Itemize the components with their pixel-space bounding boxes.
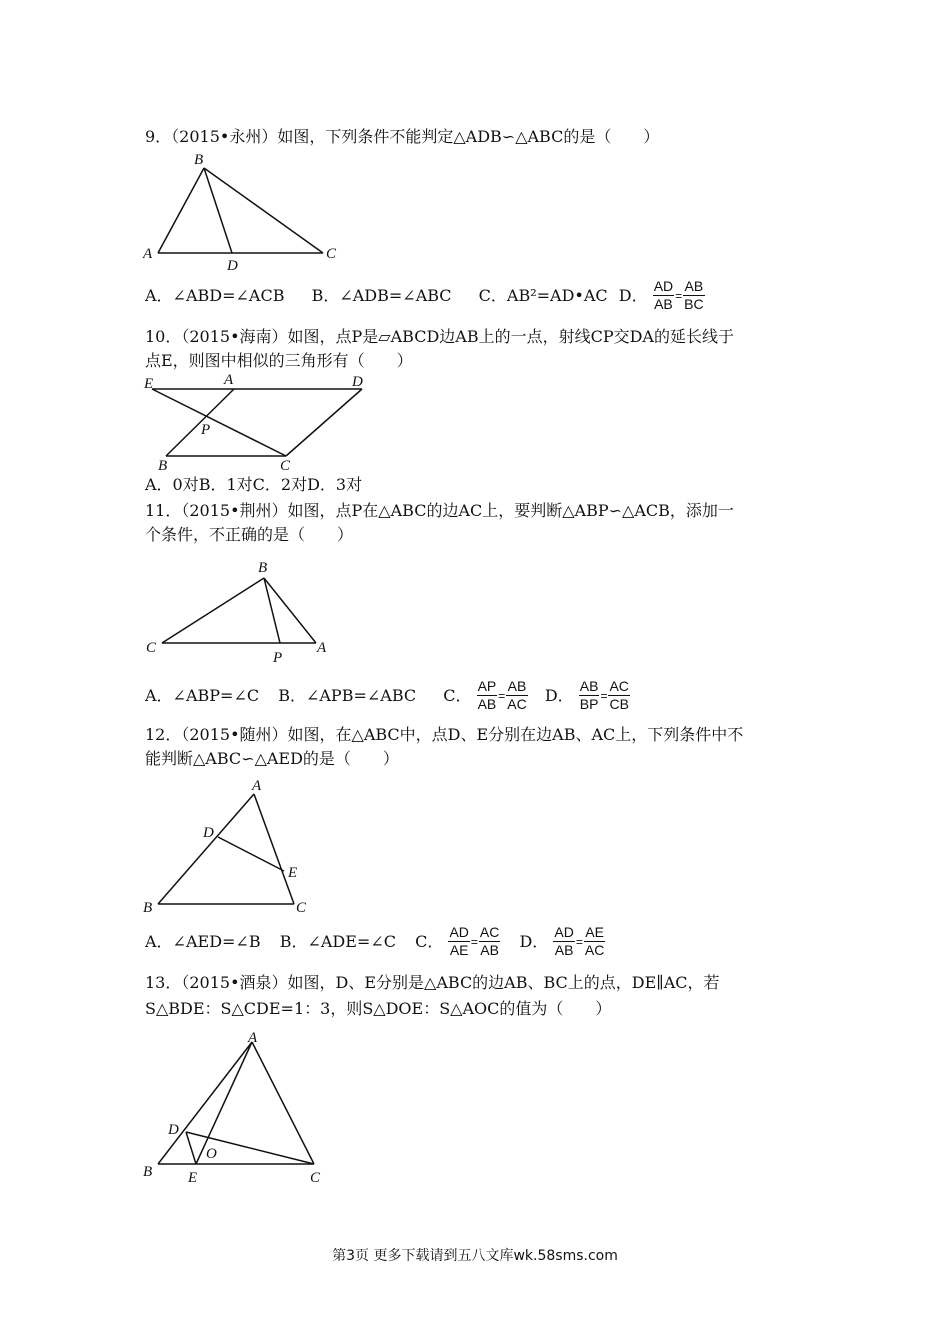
option-a: A．∠ABD=∠ACB	[145, 285, 285, 305]
label-a: A	[143, 246, 153, 262]
label-b: B	[158, 458, 168, 472]
option-c: C．AB²=AD•AC	[478, 285, 608, 305]
option-d-prefix: D．	[519, 931, 549, 951]
option-b: B．∠ADE=∠C	[279, 931, 396, 951]
fraction: $\frac{AP}{AB}$	[477, 678, 497, 712]
question-9-stem: 9．（2015•永州）如图，下列条件不能判定△ADB∽△ABC的是（ ）	[145, 127, 660, 146]
question-11-stem-line1: 11．（2015•荆州）如图，点P在△ABC的边AC上，要判断△ABP∽△ACB，添加一	[145, 501, 734, 520]
fraction: $\frac{AC}{AB}$	[479, 924, 500, 958]
fraction: $\frac{AD}{AB}$	[653, 278, 674, 312]
fraction: $\frac{AE}{AC}$	[584, 924, 605, 958]
label-e: E	[288, 865, 298, 881]
question-10-stem-line1: 10．（2015•海南）如图，点P是▱ABCD边AB上的一点，射线CP交DA的延长线于	[145, 327, 734, 346]
label-b: B	[143, 1164, 153, 1180]
label-a: A	[248, 1030, 258, 1046]
question-10-stem-line2: 点E，则图中相似的三角形有（ ）	[145, 351, 413, 370]
question-9-options: A．∠ABD=∠ACB B．∠ADB=∠ABC C．AB²=AD•AC D． $\frac{AD}{AB}$ = $\frac{AB}{BC}$	[145, 278, 704, 312]
label-d: D	[168, 1122, 179, 1138]
label-c: C	[296, 900, 307, 916]
label-c: C	[146, 640, 157, 656]
label-c: C	[280, 458, 291, 472]
question-11-stem-line2: 个条件，不正确的是（ ）	[145, 525, 354, 544]
question-11-figure	[140, 556, 340, 668]
label-d: D	[227, 258, 238, 273]
question-12-options: A．∠AED=∠B B．∠ADE=∠C C． $\frac{AD}{AE}$ = $\frac{AC}{AB}$ D． $\frac{AD}{AB}$ = $\frac{AE}{AC}$	[145, 924, 605, 958]
option-d-prefix: D．	[544, 685, 574, 705]
label-c: C	[310, 1170, 321, 1186]
label-o: O	[206, 1146, 217, 1162]
label-a: A	[317, 640, 327, 656]
fraction: $\frac{AB}{BP}$	[579, 678, 599, 712]
question-10-options: A．0对B．1对C．2对D．3对	[145, 475, 363, 494]
label-d: D	[203, 825, 214, 841]
fraction: $\frac{AD}{AE}$	[449, 924, 469, 958]
label-a: A	[224, 372, 234, 388]
option-d-prefix: D．	[618, 285, 648, 305]
option-b: B．∠ADB=∠ABC	[311, 285, 452, 305]
label-c: C	[326, 246, 337, 262]
question-11-options: A．∠ABP=∠C B．∠APB=∠ABC C． $\frac{AP}{AB}$ = $\frac{AB}{AC}$ D． $\frac{AB}{BP}$ = $\frac{AC}{CB}$	[145, 678, 629, 712]
fraction: $\frac{AB}{BC}$	[684, 278, 704, 312]
question-9-figure	[140, 148, 350, 273]
label-e: E	[188, 1170, 198, 1186]
fraction: $\frac{AD}{AB}$	[554, 924, 574, 958]
label-p: P	[201, 422, 211, 438]
fraction: $\frac{AB}{AC}$	[507, 678, 527, 712]
question-13-stem-line1: 13．（2015•酒泉）如图，D、E分别是△ABC的边AB、BC上的点，DE∥AC，若	[145, 973, 720, 992]
option-b: B．∠APB=∠ABC	[278, 685, 417, 705]
label-d: D	[352, 374, 363, 390]
label-b: B	[258, 560, 268, 576]
option-a: A．∠ABP=∠C	[145, 685, 260, 705]
question-12-stem-line1: 12．（2015•随州）如图，在△ABC中，点D、E分别在边AB、AC上，下列条件中不	[145, 725, 744, 744]
option-a: A．∠AED=∠B	[145, 931, 261, 951]
label-p: P	[273, 650, 283, 666]
label-a: A	[252, 778, 262, 794]
option-c-prefix: C．	[443, 685, 472, 705]
question-12-stem-line2: 能判断△ABC∽△AED的是（ ）	[145, 749, 399, 768]
option-c-prefix: C．	[415, 931, 444, 951]
question-13-figure	[140, 1026, 340, 1191]
question-12-figure	[140, 774, 330, 922]
label-b: B	[194, 152, 204, 168]
label-e: E	[144, 376, 154, 392]
question-13-stem-line2: S△BDE：S△CDE=1：3，则S△DOE：S△AOC的值为（ ）	[145, 999, 612, 1018]
label-b: B	[143, 900, 153, 916]
page-footer: 第3页 更多下载请到五八文库wk.58sms.com	[332, 1248, 618, 1264]
fraction: $\frac{AC}{CB}$	[609, 678, 629, 712]
question-10-figure	[140, 372, 380, 472]
